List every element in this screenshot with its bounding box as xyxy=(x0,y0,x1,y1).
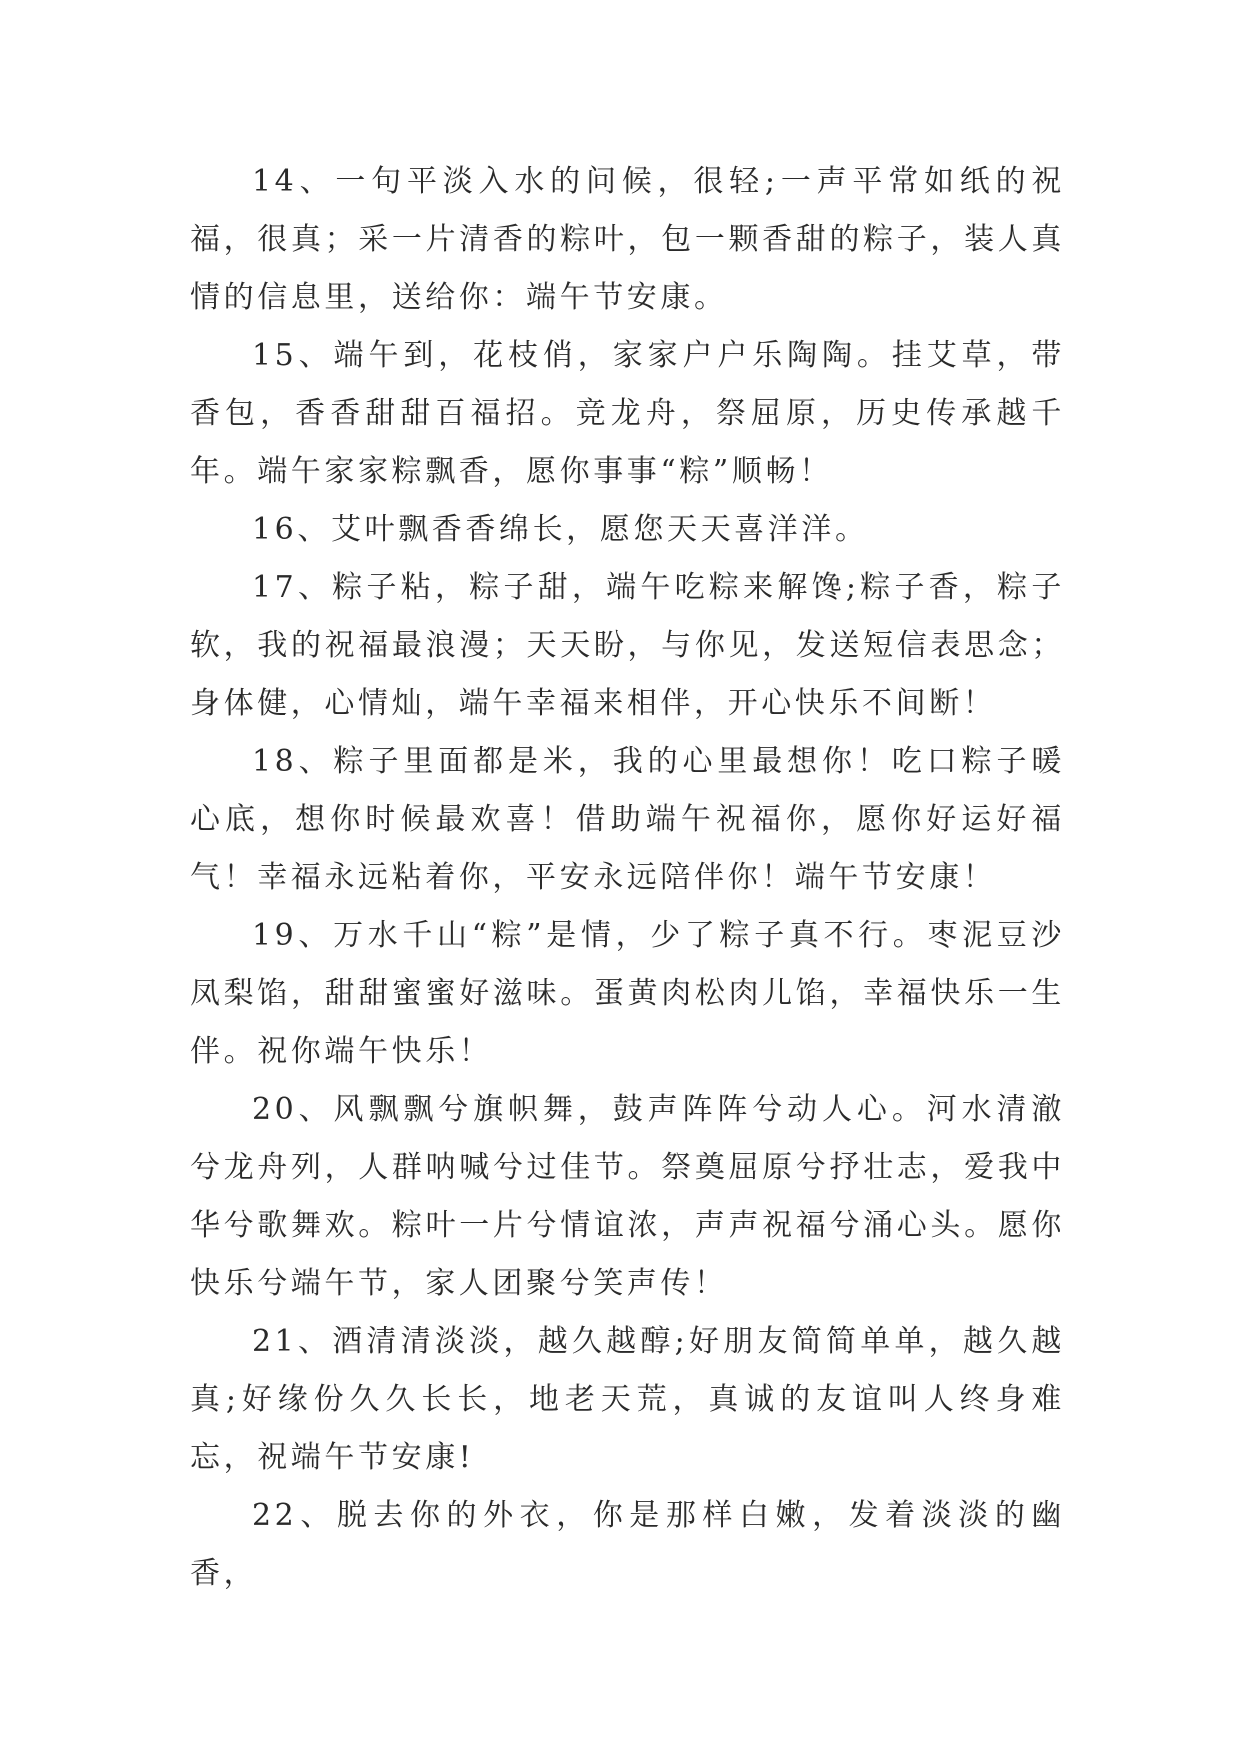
paragraph-14: 14、一句平淡入水的问候，很轻;一声平常如纸的祝福，很真；采一片清香的粽叶，包一颗香甜的粽子，装人真情的信息里，送给你：端午节安康。 xyxy=(190,164,1065,315)
paragraph-19: 19、万水千山“粽”是情，少了粽子真不行。枣泥豆沙凤梨馅，甜甜蜜蜜好滋味。蛋黄肉松肉儿馅，幸福快乐一生伴。祝你端午快乐！ xyxy=(190,918,1065,1069)
paragraph-21: 21、酒清清淡淡，越久越醇;好朋友简简单单，越久越真;好缘份久久长长，地老天荒，真诚的友谊叫人终身难忘，祝端午节安康! xyxy=(190,1324,1065,1475)
paragraph-20: 20、风飘飘兮旗帜舞，鼓声阵阵兮动人心。河水清澈兮龙舟列，人群呐喊兮过佳节。祭奠屈原兮抒壮志，爱我中华兮歌舞欢。粽叶一片兮情谊浓，声声祝福兮涌心头。愿你快乐兮端午节，家人团聚兮笑声传！ xyxy=(190,1092,1065,1301)
paragraph-16: 16、艾叶飘香香绵长，愿您天天喜洋洋。 xyxy=(252,512,869,547)
paragraph-17: 17、粽子粘，粽子甜，端午吃粽来解馋;粽子香，粽子软，我的祝福最浪漫；天天盼，与你见，发送短信表思念；身体健，心情灿，端午幸福来相伴，开心快乐不间断！ xyxy=(190,570,1065,721)
paragraph-15: 15、端午到，花枝俏，家家户户乐陶陶。挂艾草，带香包，香香甜甜百福招。竞龙舟，祭屈原，历史传承越千年。端午家家粽飘香，愿你事事“粽”顺畅！ xyxy=(190,338,1065,489)
paragraph-22: 22、脱去你的外衣，你是那样白嫩，发着淡淡的幽香， xyxy=(190,1498,1065,1591)
document-body xyxy=(190,153,1065,1603)
paragraph-18: 18、粽子里面都是米，我的心里最想你！吃口粽子暖心底，想你时候最欢喜！借助端午祝福你，愿你好运好福气！幸福永远粘着你，平安永远陪伴你！端午节安康！ xyxy=(190,744,1065,895)
